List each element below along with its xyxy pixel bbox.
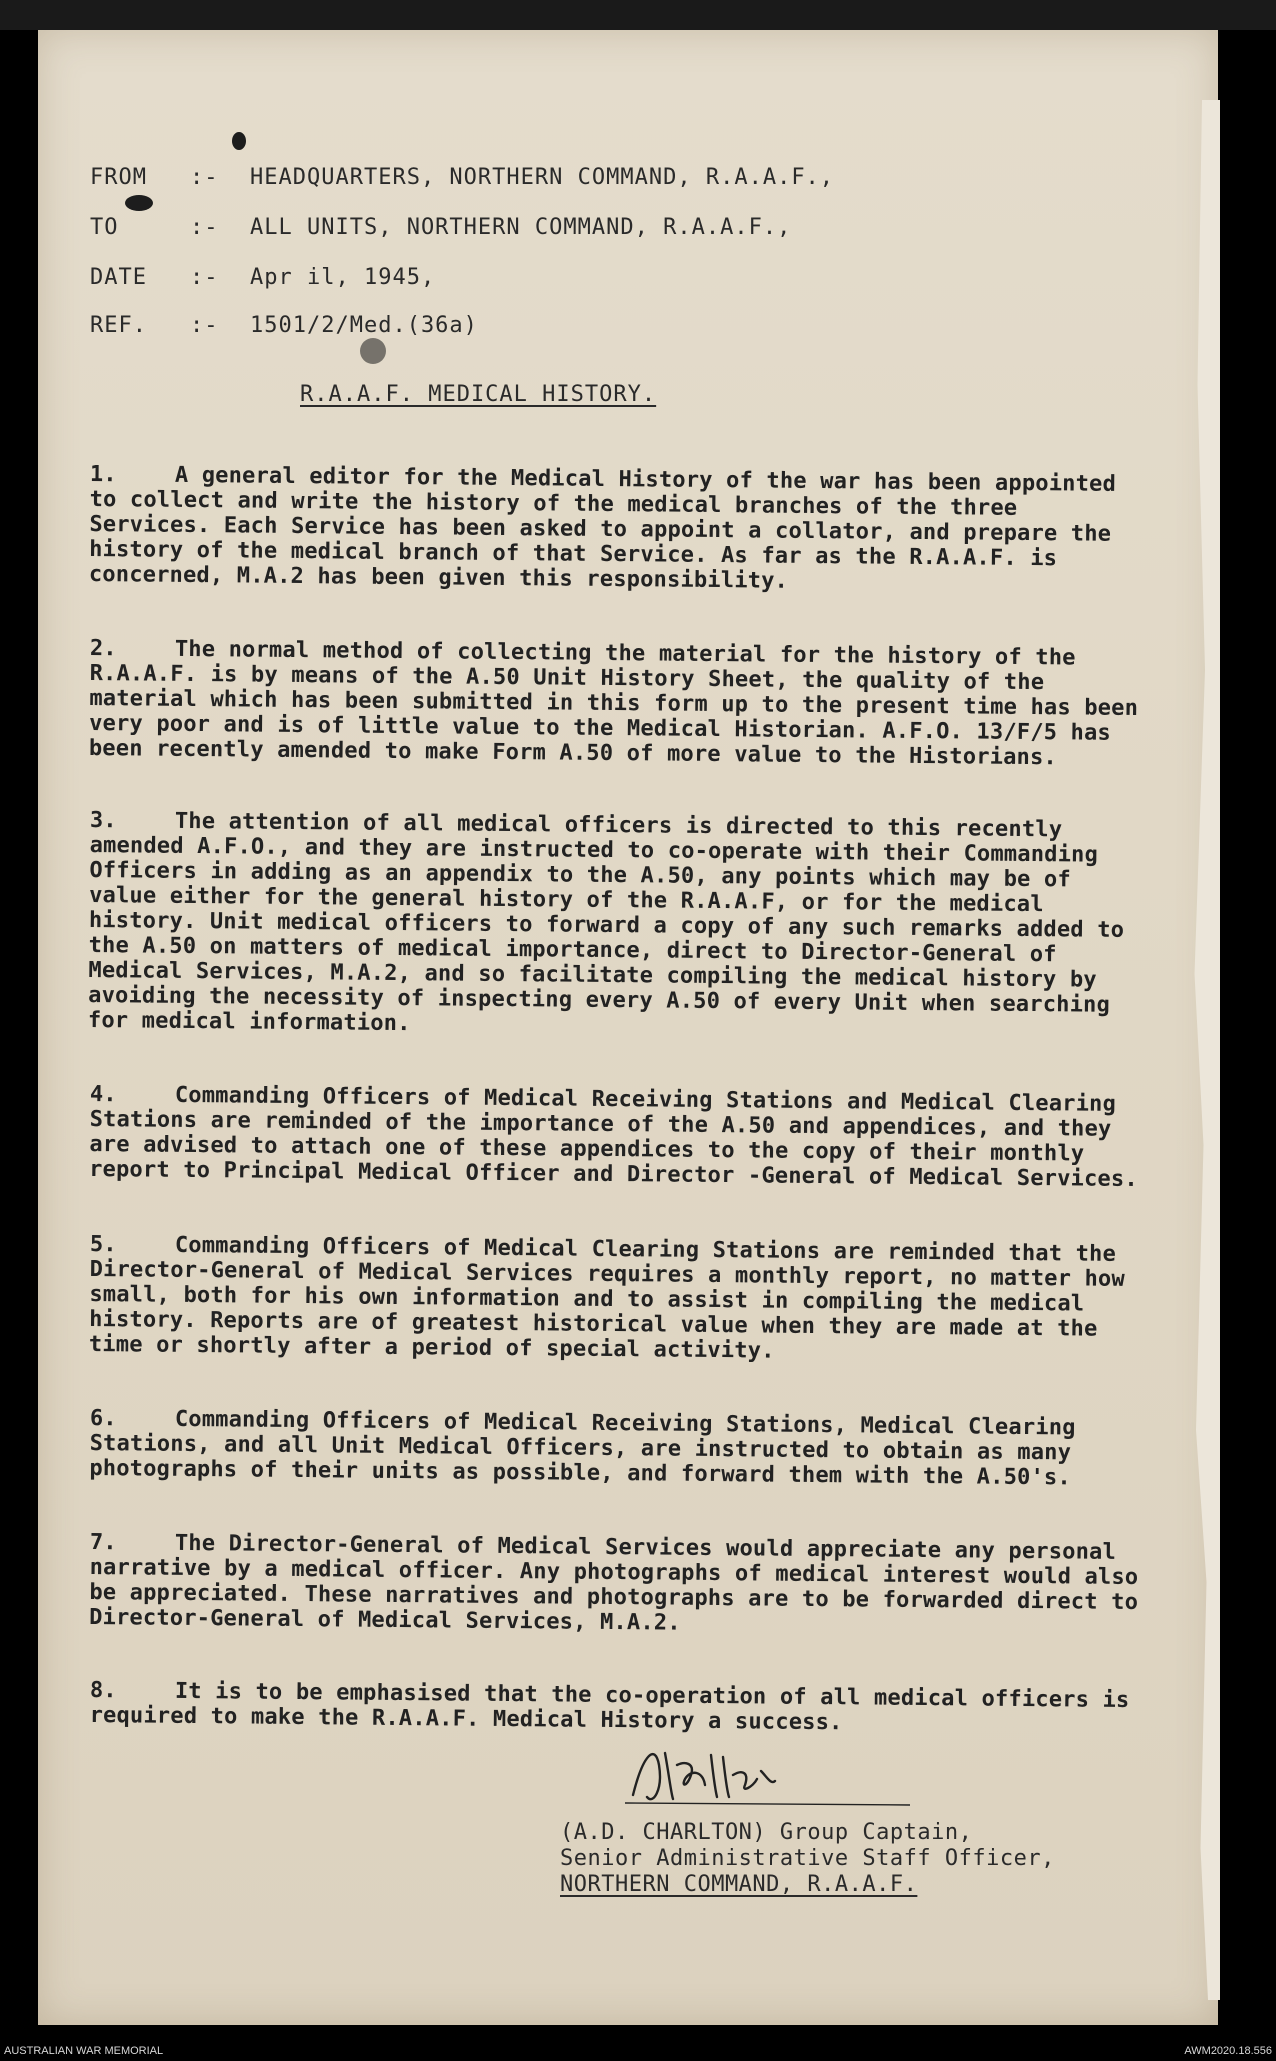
paragraph-number: 4. bbox=[89, 1082, 117, 1108]
paragraph-5 bbox=[89, 1232, 1140, 1367]
ink-blot bbox=[232, 132, 246, 150]
paragraph-text: Commanding Officers of Medical Clearing Stations are reminded that the Director-General of Medical Services requires a monthly report, no matter how small, both for his own information and to assist in compiling the medical history. Reports are of greatest historical value when they are made at the time or shortly after a period of special activity. bbox=[88, 1232, 1125, 1364]
ref-line bbox=[90, 313, 478, 338]
paragraph-text: The Director-General of Medical Services would appreciate any personal narrative by a medical officer. Any photographs of medical interest would also be appreciated. These narratives and photographs are to be forwarded direct to Director-General of Medical Services, M.A.2. bbox=[89, 1530, 1139, 1636]
signature-title: Senior Administrative Staff Officer, bbox=[560, 1846, 1055, 1871]
paragraph-text: Commanding Officers of Medical Receiving Stations and Medical Clearing Stations are reminded of the importance of the A.50 and appendices, and they are advised to attach one of these appendices to the copy of their monthly report to Principal Medical Officer and Director -General of Medical Services. bbox=[89, 1082, 1138, 1193]
ref-value: 1501/2/Med.(36a) bbox=[250, 313, 478, 338]
paragraph-text: The attention of all medical officers is directed to this recently amended A.F.O., and they are instructed to co-operate with their Commanding Officers in adding as an appendix to the A.50, any points which may be of value either for the general history of the R.A.A.F, or for the medical history. Unit medical officers to forward a copy of any such remarks added to the A.50 on matters of medical importance, direct to Director-General of Medical Services, M.A.2, and so facilitate compiling the medical history by avoiding the necessity of inspecting every A.50 of every Unit when searching for medical information. bbox=[87, 808, 1125, 1037]
top-frame bbox=[0, 0, 1276, 30]
ink-blot bbox=[125, 195, 153, 211]
from-line bbox=[90, 165, 834, 190]
paragraph-number: 5. bbox=[89, 1232, 117, 1258]
paragraph-7 bbox=[89, 1530, 1140, 1640]
signature-name: (A.D. CHARLTON) Group Captain, bbox=[560, 1820, 973, 1845]
paragraph-6 bbox=[89, 1406, 1140, 1491]
paragraph-number: 3. bbox=[89, 808, 117, 834]
to-label: TO bbox=[90, 215, 119, 240]
paragraph-4 bbox=[89, 1082, 1140, 1192]
to-line bbox=[90, 215, 791, 240]
sep: :- bbox=[190, 313, 219, 338]
from-label: FROM bbox=[90, 165, 147, 190]
paragraph-number: 1. bbox=[89, 462, 117, 488]
paragraph-2 bbox=[89, 636, 1140, 771]
paragraph-8 bbox=[90, 1678, 1140, 1738]
sep: :- bbox=[190, 165, 219, 190]
ink-blot bbox=[360, 338, 386, 364]
date-label: DATE bbox=[90, 265, 147, 290]
paragraph-3 bbox=[88, 808, 1140, 1043]
ref-label: REF. bbox=[90, 313, 147, 338]
paragraph-text: Commanding Officers of Medical Receiving Stations, Medical Clearing Stations, and all Unit Medical Officers, are instructed to obtain as many photographs of their units as possible, and forward them with the A.50's. bbox=[89, 1406, 1076, 1491]
footer-source: AUSTRALIAN WAR MEMORIAL bbox=[4, 2045, 164, 2057]
paragraph-text: It is to be emphasised that the co-operation of all medical officers is required to make the R.A.A.F. Medical History a success. bbox=[89, 1678, 1130, 1736]
footer-accession: AWM2020.18.556 bbox=[1184, 2045, 1272, 2057]
paragraph-text: A general editor for the Medical History of the war has been appointed to collect and write the history of the medical branches of the three Services. Each Service has been asked to appoint a collator, and prepare the history of the medical branch of that Service. As far as the R.A.A.F. is concerned, M.A.2 has been given this responsibility. bbox=[88, 462, 1117, 594]
paragraph-1 bbox=[89, 462, 1140, 597]
paragraph-number: 7. bbox=[89, 1530, 117, 1556]
paragraph-number: 2. bbox=[89, 636, 117, 662]
signature-command: NORTHERN COMMAND, R.A.A.F. bbox=[560, 1872, 918, 1897]
date-value: Apr il, 1945, bbox=[250, 265, 436, 290]
date-line bbox=[90, 265, 435, 290]
document-title: R.A.A.F. MEDICAL HISTORY. bbox=[300, 382, 657, 407]
paragraph-number: 8. bbox=[89, 1678, 117, 1704]
paragraph-number: 6. bbox=[89, 1406, 117, 1432]
handwritten-signature bbox=[625, 1735, 915, 1815]
torn-edge bbox=[1190, 100, 1220, 2000]
sep: :- bbox=[190, 215, 219, 240]
to-value: ALL UNITS, NORTHERN COMMAND, R.A.A.F., bbox=[250, 215, 792, 240]
paragraph-text: The normal method of collecting the material for the history of the R.A.A.F. is by means of the A.50 Unit History Sheet, the quality of the material which has been submitted in this form up to the present time has been very poor and is of little value to the Medical Historian. A.F.O. 13/F/5 has been recently amended to make Form A.50 of more value to the Historians. bbox=[88, 636, 1139, 771]
from-value: HEADQUARTERS, NORTHERN COMMAND, R.A.A.F., bbox=[250, 165, 835, 190]
sep: :- bbox=[190, 265, 219, 290]
